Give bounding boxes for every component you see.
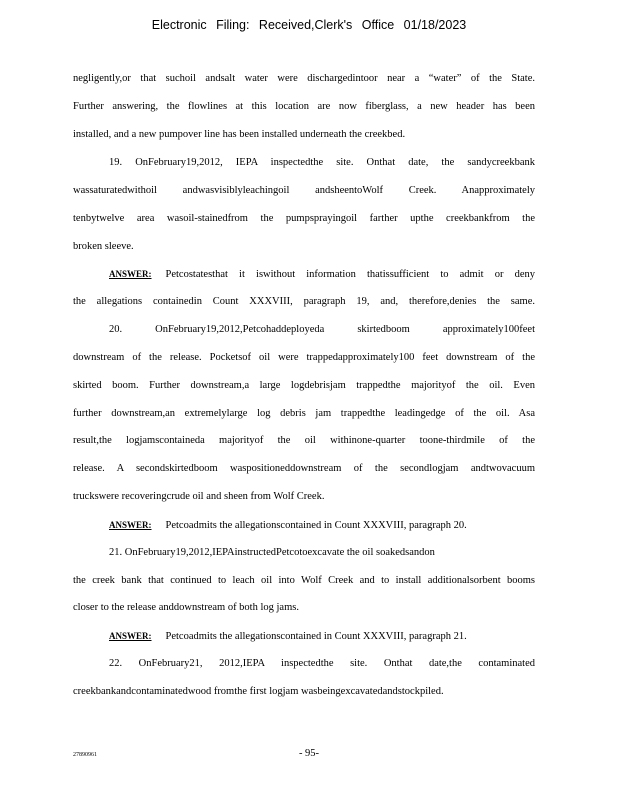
body-line: wassaturatedwithoil andwasvisiblyleachingoil andsheentoWolf Creek. Anapproximately [73,185,535,196]
paragraph-19-line: 19. OnFebruary19,2012, IEPA inspectedthe site. Onthat date, the sandycreekbank [109,157,535,168]
body-line: Further answering, the flowlines at this location are now fiberglass, a new header has been [73,101,535,112]
body-line: tenbytwelve area wasoil-stainedfrom the pumpsprayingoil farther upthe creekbankfrom the [73,213,535,224]
page-number: - 95- [298,748,320,759]
answer-text: Petcoadmits the allegationscontained in Count XXXVIII, paragraph 21. [165,631,467,642]
body-line: negligently,or that suchoil andsalt water were dischargedintoor near a “water” of the State. [73,73,535,84]
paragraph-21-line: 21. OnFebruary19,2012,IEPAinstructedPetcotoexcavate the oil soakedsandon [109,547,435,558]
answer-line [109,519,535,532]
answer-label: ANSWER: [109,520,152,530]
body-line: closer to the release anddownstream of both log jams. [73,602,299,613]
body-line: result,the logjamscontaineda majorityof the oil withinone-quarter toone-thirdmile of the [73,435,535,446]
answer-label: ANSWER: [109,269,152,279]
body-line: truckswere recoveringcrude oil and sheen from Wolf Creek. [73,491,325,502]
body-line: installed, and a new pumpover line has been installed underneath the creekbed. [73,129,406,140]
body-line: downstream of the release. Pocketsof oil were trappedapproximately100 feet downstream of the [73,352,535,363]
body-line: skirted boom. Further downstream,a large logdebrisjam trappedthe majorityof the oil. Even [73,380,535,391]
body-line: creekbankandcontaminatedwood fromthe first logjam wasbeingexcavatedandstockpiled. [73,686,444,697]
answer-line [109,268,535,281]
document-id: 27890961 [73,752,97,758]
body-line: release. A secondskirtedboom waspositioneddownstream of the secondlogjam andtwovacuum [73,463,535,474]
answer-text: Petcoadmits the allegationscontained in Count XXXVIII, paragraph 20. [165,520,467,531]
answer-label: ANSWER: [109,631,152,641]
paragraph-20-line: 20. OnFebruary19,2012,Petcohaddeployeda skirtedboom approximately100feet [109,324,535,335]
filing-header: Electronic Filing: Received,Clerk's Office 01/18/2023 [151,18,467,32]
body-line: further downstream,an extremelylarge log debris jam trappedthe leadingedge of the oil. Asa [73,408,535,419]
body-line: broken sleeve. [73,241,134,252]
answer-text: Petcostatesthat it iswithout information thatissufficient to admit or deny [165,269,535,280]
answer-line [109,630,535,643]
body-line: the allegations containedin Count XXXVIII, paragraph 19, and, therefore,denies the same. [73,296,535,307]
paragraph-22-line: 22. OnFebruary21, 2012,IEPA inspectedthe site. Onthat date,the contaminated [109,658,535,669]
body-line: the creek bank that continued to leach oil into Wolf Creek and to install additionalsorbent booms [73,575,535,586]
